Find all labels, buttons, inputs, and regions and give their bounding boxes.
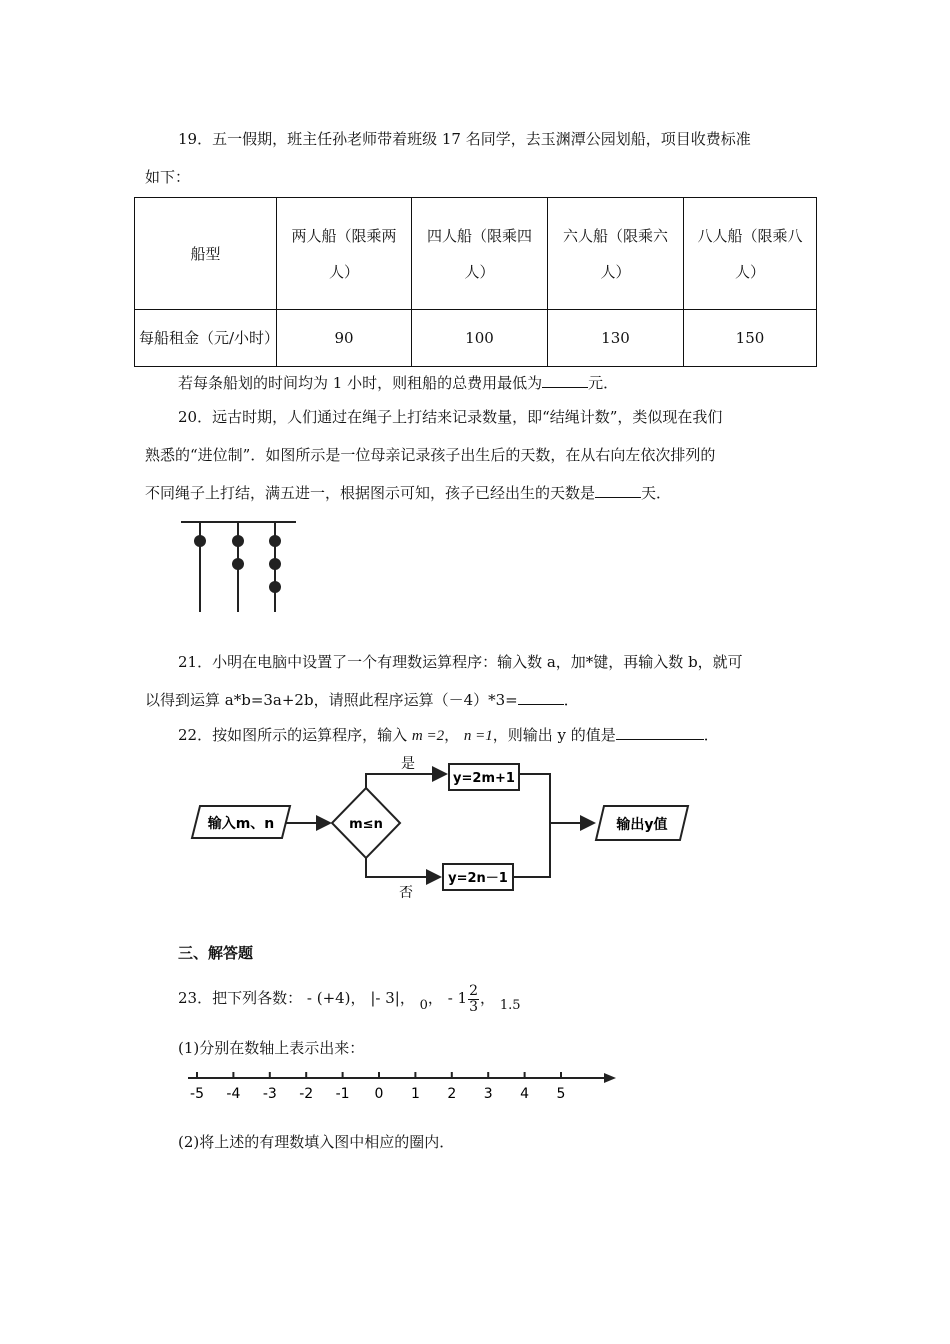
tick-label: 4 <box>520 1086 530 1102</box>
knot-ropes-figure <box>178 516 300 616</box>
number-line <box>184 1066 624 1106</box>
knot <box>269 558 281 570</box>
boat-type-cell: 四人船（限乘四人） <box>412 198 548 310</box>
q23-intro: 23．把下列各数： - (+4)， |- 3|， 0， - 1 $\frac{2}{3}$ ， 1.5 <box>178 982 521 1015</box>
q20-line2: 熟悉的“进位制”．如图所示是一位母亲记录孩子出生后的天数，在从右向左依次排列的 <box>145 446 716 464</box>
yes-box-label: y=2m+1 <box>453 771 515 786</box>
price-cell: 150 <box>684 310 817 367</box>
mixed-number: - 1 $\frac{2}{3}$ <box>447 982 479 1015</box>
tick-label: -1 <box>335 1086 350 1102</box>
number-item: - (+4) <box>306 989 351 1007</box>
table-row <box>135 310 817 367</box>
no-label: 否 <box>399 885 413 901</box>
q23-part2: (2)将上述的有理数填入图中相应的圈内． <box>178 1133 455 1151</box>
knot <box>194 535 206 547</box>
knot <box>269 535 281 547</box>
row-header-price: 每船租金（元/小时） <box>135 310 277 367</box>
section-title: 三、解答题 <box>178 944 254 962</box>
tick-label: 1 <box>410 1086 420 1102</box>
arrow <box>366 858 440 877</box>
boat-type-cell: 六人船（限乘六人） <box>548 198 684 310</box>
condition-label: m≤n <box>349 817 383 832</box>
tick-label: -2 <box>299 1086 314 1102</box>
q22-line: 22．按如图所示的运算程序，输入 m =2， n =1，则输出 y 的值是 ． <box>178 726 719 744</box>
input-label: 输入m、n <box>207 816 275 832</box>
tick-label: -5 <box>190 1086 204 1102</box>
answer-blank[interactable] <box>518 690 564 705</box>
number-item: |- 3| <box>370 989 400 1007</box>
n-value: n =1 <box>463 728 493 744</box>
number-item: 0 <box>419 998 428 1013</box>
answer-blank[interactable] <box>595 483 641 498</box>
flowchart <box>186 752 696 904</box>
q19-line2: 如下： <box>145 168 191 186</box>
answer-blank[interactable] <box>542 373 588 388</box>
boat-fee-table <box>134 197 817 367</box>
knot <box>232 535 244 547</box>
m-value: m =2 <box>411 728 445 744</box>
table-row <box>135 198 817 310</box>
q20-line3: 不同绳子上打结，满五进一，根据图示可知，孩子已经出生的天数是 天． <box>145 484 672 502</box>
no-box-label: y=2n－1 <box>448 871 508 886</box>
q21-line1: 21．小明在电脑中设置了一个有理数运算程序：输入数 a，加*键，再输入数 b，就可 <box>178 653 743 671</box>
knot <box>232 558 244 570</box>
tick-label: -3 <box>262 1086 277 1102</box>
axis-arrow <box>604 1073 616 1083</box>
row-header-type: 船型 <box>135 198 277 310</box>
tick-label: -4 <box>226 1086 241 1102</box>
tick-label: 5 <box>556 1086 566 1102</box>
boat-type-cell: 八人船（限乘八人） <box>684 198 817 310</box>
tick-label: 2 <box>447 1086 457 1102</box>
number-item: 1.5 <box>499 998 521 1013</box>
arrow <box>366 774 446 788</box>
answer-blank[interactable] <box>616 725 704 740</box>
yes-label: 是 <box>401 756 415 772</box>
tick-label: 0 <box>374 1086 384 1102</box>
price-cell: 90 <box>277 310 412 367</box>
boat-type-cell: 两人船（限乘两人） <box>277 198 412 310</box>
price-cell: 100 <box>412 310 548 367</box>
q23-part1: (1)分别在数轴上表示出来： <box>178 1039 365 1057</box>
q19-line1: 19．五一假期，班主任孙老师带着班级 17 名同学，去玉渊潭公园划船，项目收费标准 <box>178 130 751 148</box>
q21-line2: 以得到运算 a*b=3a+2b，请照此程序运算（－4）*3= ． <box>145 691 579 709</box>
tick-label: 3 <box>483 1086 493 1102</box>
output-label: 输出y值 <box>616 817 668 833</box>
knot <box>269 581 281 593</box>
price-cell: 130 <box>548 310 684 367</box>
q19-question: 若每条船划的时间均为 1 小时，则租船的总费用最低为 元． <box>178 374 619 392</box>
q20-line1: 20．远古时期，人们通过在绳子上打结来记录数量，即“结绳计数”，类似现在我们 <box>178 408 723 426</box>
